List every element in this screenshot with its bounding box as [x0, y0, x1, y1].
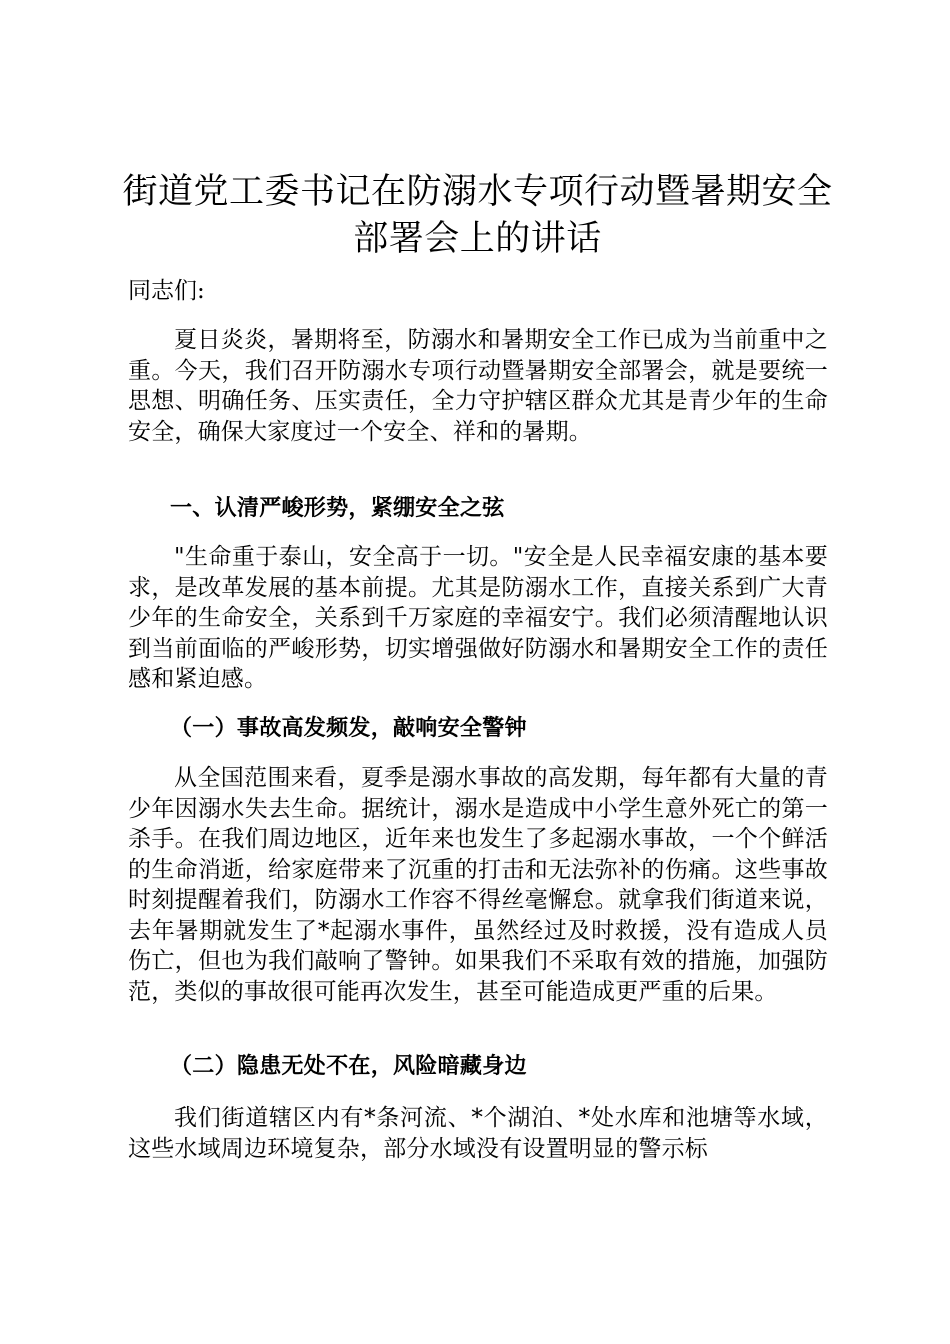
- section-1-paragraph: "生命重于泰山，安全高于一切。"安全是人民幸福安康的基本要求，是改革发展的基本前提。尤其是防溺水工作，直接关系到广大青少年的生命安全，关系到千万家庭的幸福安宁。我们必须清醒地认识到当前面临的严峻形势，切实增强做好防溺水和暑期安全工作的责任感和紧迫感。: [128, 544, 828, 692]
- document-title-line-1: 街道党工委书记在防溺水专项行动暨暑期安全: [122, 172, 833, 212]
- subsection-1-paragraph: 从全国范围来看，夏季是溺水事故的高发期，每年都有大量的青少年因溺水失去生命。据统计，溺水是造成中小学生意外死亡的第一杀手。在我们周边地区，近年来也发生了多起溺水事故，一个个鲜活的生命消逝，给家庭带来了沉重的打击和无法弥补的伤痛。这些事故时刻提醒着我们，防溺水工作容不得丝毫懈怠。就拿我们街道来说，去年暑期就发生了*起溺水事件，虽然经过及时救援，没有造成人员伤亡，但也为我们敲响了警钟。如果我们不采取有效的措施，加强防范，类似的事故很可能再次发生，甚至可能造成更严重的后果。: [128, 765, 828, 1005]
- subsection-2-heading: （二）隐患无处不在，风险暗藏身边: [170, 1054, 527, 1079]
- salutation: 同志们:: [128, 278, 205, 304]
- intro-paragraph: 夏日炎炎，暑期将至，防溺水和暑期安全工作已成为当前重中之重。今天，我们召开防溺水专项行动暨暑期安全部署会，就是要统一思想、明确任务、压实责任，全力守护辖区群众尤其是青少年的生命安全，确保大家度过一个安全、祥和的暑期。: [128, 327, 828, 445]
- section-1-heading: 一、认清严峻形势，紧绷安全之弦: [170, 496, 505, 521]
- document-title-line-2: 部署会上的讲话: [353, 219, 602, 259]
- subsection-1-heading: （一）事故高发频发，敲响安全警钟: [170, 716, 527, 741]
- subsection-2-paragraph: 我们街道辖区内有*条河流、*个湖泊、*处水库和池塘等水域，这些水域周边环境复杂，部分水域没有设置明显的警示标: [128, 1105, 828, 1162]
